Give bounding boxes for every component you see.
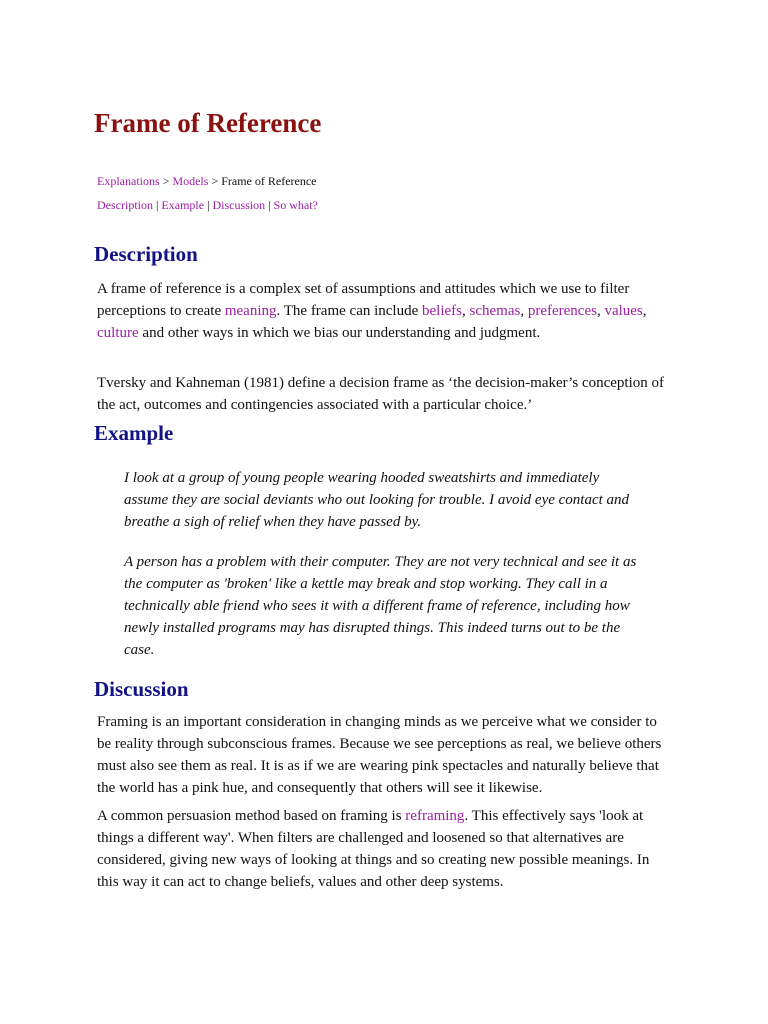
discussion-heading: Discussion [94,677,189,701]
text-run: and other ways in which we bias our understanding and judgment. [138,325,541,341]
culture-link[interactable]: culture [97,325,139,341]
text-run: , [462,303,470,319]
description-paragraph-1 [97,278,669,344]
discussion-paragraph-2 [97,805,669,893]
nav-description-link[interactable]: Description [97,198,153,212]
schemas-link[interactable]: schemas [469,303,521,319]
discussion-paragraph-1: Framing is an important consideration in changing minds as we perceive what we consider to be reality through subconscious frames. Because we see perceptions as real, we believe others must also see them as real. It is as if we are wearing pink spectacles and naturally believe that the world has a pink hue, and consequently that others will see it likewise. [97,714,662,796]
nav-discussion-link[interactable]: Discussion [212,198,266,212]
breadcrumb-explanations-link[interactable]: Explanations [97,174,160,188]
preferences-link[interactable]: preferences [527,303,597,319]
text-run: A common persuasion method based on framing is [97,808,406,824]
breadcrumb-current: Frame of Reference [221,174,317,188]
description-paragraph-2: Tversky and Kahneman (1981) define a decision frame as ‘the decision-maker’s conception of the act, outcomes and contingencies associated with a particular choice.’ [97,375,665,413]
nav-sowhat-link[interactable]: So what? [273,198,318,212]
meaning-link[interactable]: meaning [224,303,277,319]
page-title: Frame of Reference [94,108,322,138]
beliefs-link[interactable]: beliefs [422,303,462,319]
text-run: A frame of reference is a complex set of assumptions and attitudes which we use to filter perceptions to create [97,281,630,319]
values-link[interactable]: values [604,303,643,319]
breadcrumb-separator: > [162,174,170,188]
text-run: , [596,303,605,319]
description-heading: Description [94,242,198,266]
text-run: . The frame can include [276,303,423,319]
breadcrumb-models-link[interactable]: Models [172,174,209,188]
nav-separator: | [207,198,210,212]
nav-example-link[interactable]: Example [161,198,205,212]
nav-separator: | [156,198,159,212]
breadcrumb [97,173,317,189]
example-quote-1: I look at a group of young people wearing hooded sweatshirts and immediately assume they are social deviants who out looking for trouble. I avoid eye contact and breathe a sigh of relief when they have passed by. [124,470,630,530]
example-quote-2: A person has a problem with their computer. They are not very technical and see it as the computer as 'broken' like a kettle may break and stop working. They call in a technically able friend who sees it with a different frame of reference, including how newly installed programs may has disrupted things. This indeed turns out to be the case. [124,554,637,658]
text-run: , [642,303,647,319]
text-run: . This effectively says 'look at things a different way'. When filters are challenged and loosened so that alternatives are considered, giving new ways of looking at things and so creating new possible meanings. In this way it can act to change beliefs, values and other deep systems. [97,808,650,890]
breadcrumb-separator: > [211,174,219,188]
text-run: , [520,303,528,319]
section-nav [97,197,318,213]
nav-separator: | [268,198,271,212]
example-heading: Example [94,421,174,445]
reframing-link[interactable]: reframing [405,808,465,824]
